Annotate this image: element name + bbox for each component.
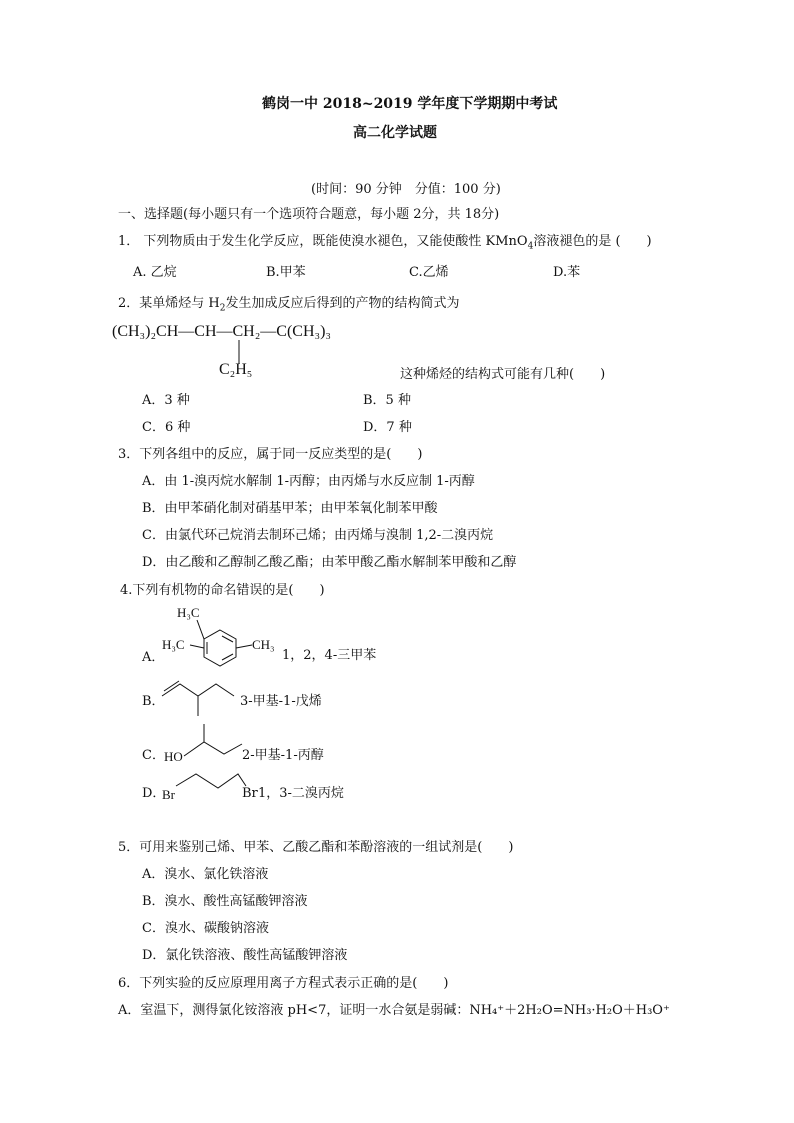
q5-option-b: B．溴水、酸性高锰酸钾溶液: [142, 894, 308, 909]
q2-structure-main: (CH₃)₂CH—CH—CH₂—C(CH₃)₃: [112, 323, 332, 340]
q1-option-b: B.甲苯: [266, 265, 306, 280]
q2-option-b: B．5 种: [363, 393, 411, 408]
question-2-stem: 2．某单烯烃与 $H_2$发生加成反应后得到的产物的结构简式为: [118, 296, 460, 314]
q4-option-c-name: 2-甲基-1-丙醇: [242, 748, 324, 763]
q4-d-label-br-left: Br: [162, 787, 175, 802]
q3-option-b: B．由甲苯硝化制对硝基甲苯；由甲苯氧化制苯甲酸: [142, 501, 438, 516]
q3-option-a: A．由 1-溴丙烷水解制 1-丙醇；由丙烯与水反应制 1-丙醇: [142, 474, 475, 489]
q4-d-label-br-right: Br: [242, 786, 258, 801]
q5-option-c: C．溴水、碳酸钠溶液: [142, 921, 269, 936]
q4-option-a-structure: [160, 604, 300, 674]
q2-option-d: D．7 种: [363, 420, 412, 435]
q5-option-d: D．氯化铁溶液、酸性高锰酸钾溶液: [142, 948, 348, 963]
q3-option-c: C．由氯代环己烷消去制环己烯；由丙烯与溴制 1,2-二溴丙烷: [142, 528, 494, 543]
q6-option-a: A．室温下，测得氯化铵溶液 pH<7，证明一水合氨是弱碱：NH₄⁺＋2H₂O=NH₃·H₂O＋H₃O⁺: [118, 1003, 670, 1018]
q4-option-b-name: 3-甲基-1-戊烯: [240, 694, 322, 709]
question-6-stem: 6．下列实验的反应原理用离子方程式表示正确的是( ): [118, 976, 449, 991]
time-info: (时间：90 分钟 分值：100 分): [311, 182, 501, 197]
q2-option-a: A．3 种: [142, 393, 190, 408]
q4-option-a-name: 1，2，4-三甲苯: [282, 648, 377, 663]
q4-option-c-structure: [162, 718, 252, 768]
section-heading: 一、选择题(每小题只有一个选项符合题意，每小题 2分，共 18分): [118, 207, 500, 222]
question-1-stem: 1． 下列物质由于发生化学反应，既能使溴水褪色，又能使酸性 KMnO$_4$溶液褪色的是 ( ): [118, 234, 652, 252]
q5-option-a: A．溴水、氯化铁溶液: [142, 867, 269, 882]
q4-option-c-letter: C．: [142, 748, 165, 763]
q4-c-label-ho: HO: [164, 749, 183, 764]
q4-a-label-top: H₃C: [177, 605, 200, 620]
q4-option-b-letter: B．: [142, 694, 165, 709]
q1-option-c: C.乙烯: [409, 265, 449, 280]
question-4-stem: 4.下列有机物的命名错误的是( ): [120, 583, 325, 598]
q4-a-label-left: H₃C: [162, 637, 185, 652]
q4-a-label-right: CH₃: [252, 637, 275, 652]
question-5-stem: 5．可用来鉴别己烯、甲苯、乙酸乙酯和苯酚溶液的一组试剂是( ): [118, 840, 514, 855]
q4-option-d-name: 1，3-二溴丙烷: [258, 786, 344, 801]
exam-title: 鹤岗一中 2018~2019 学年度下学期期中考试: [262, 96, 558, 112]
q4-option-a-letter: A．: [142, 650, 165, 665]
q4-option-d-letter: D．: [142, 786, 166, 801]
q1-option-d: D.苯: [553, 265, 581, 280]
q4-option-b-structure: [160, 672, 250, 722]
q3-option-d: D．由乙酸和乙醇制乙酸乙酯；由苯甲酸乙酯水解制苯甲酸和乙醇: [142, 555, 517, 570]
q2-option-c: C．6 种: [142, 420, 191, 435]
q2-question-tail: 这种烯烃的结构式可能有几种( ): [400, 367, 606, 382]
q1-option-a: A. 乙烷: [133, 265, 177, 280]
question-3-stem: 3．下列各组中的反应，属于同一反应类型的是( ): [118, 447, 423, 462]
exam-subtitle: 高二化学试题: [353, 125, 437, 141]
q2-structure-branch: C₂H₅: [219, 361, 253, 378]
